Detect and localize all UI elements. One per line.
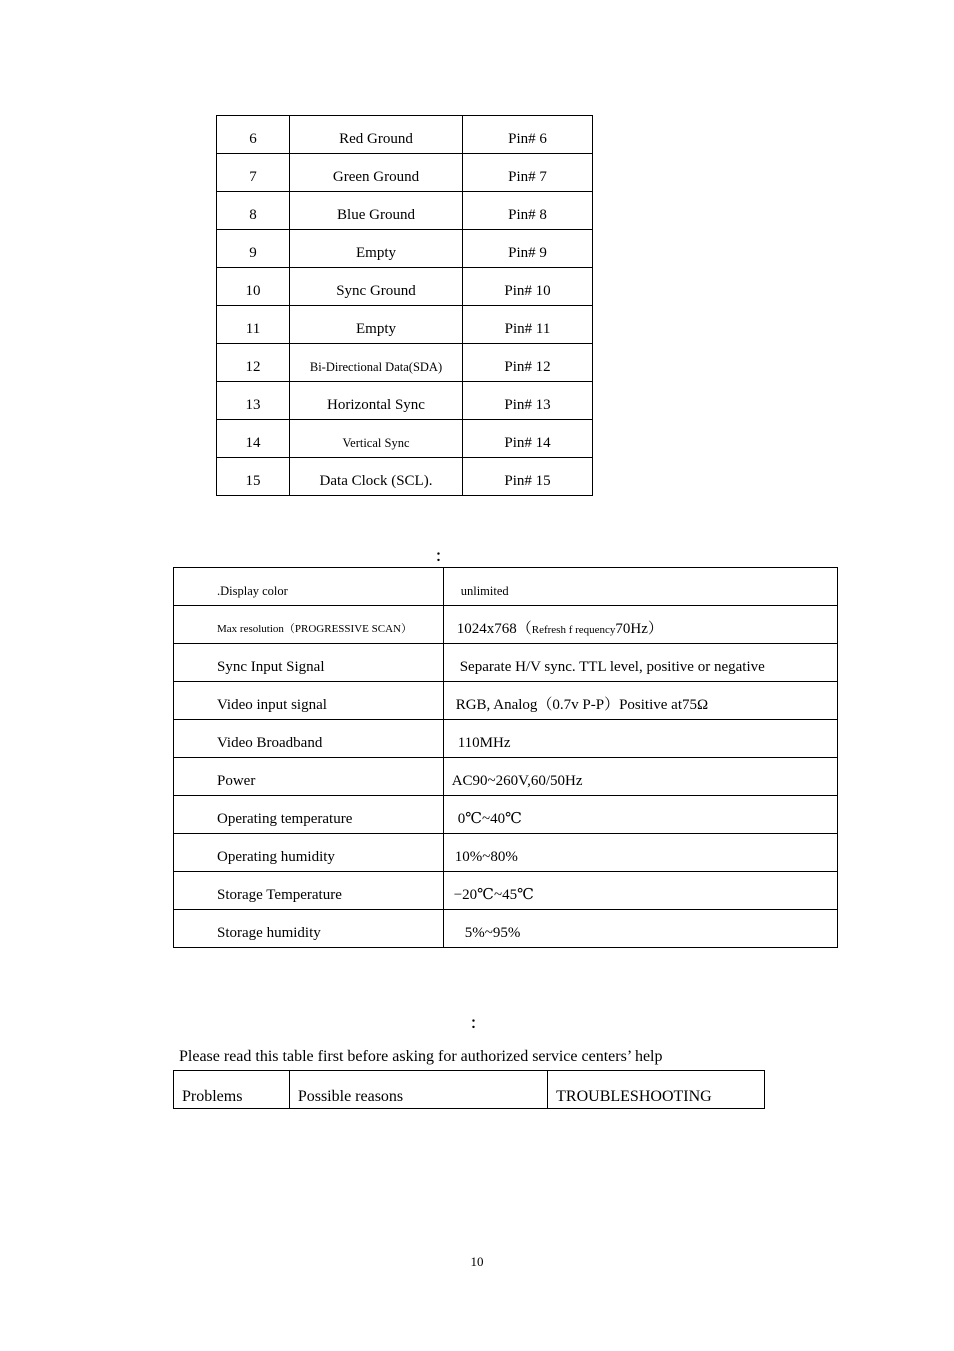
signal-name-cell: Vertical Sync xyxy=(290,420,463,458)
spec-label-cell: Storage Temperature xyxy=(174,872,444,910)
table-row xyxy=(174,910,838,948)
refresh-frequency-label: Refresh f requency xyxy=(531,624,616,636)
table-row xyxy=(217,116,593,154)
spec-value-cell: −20℃~45℃ xyxy=(443,872,837,910)
table-row xyxy=(174,644,838,682)
signal-name-cell: Sync Ground xyxy=(290,268,463,306)
pin-assignment-table xyxy=(216,115,593,496)
spec-label-cell: Video input signal xyxy=(174,682,444,720)
table-row xyxy=(217,268,593,306)
pin-label-cell: Pin# 7 xyxy=(463,154,593,192)
pin-number-cell: 7 xyxy=(217,154,290,192)
troubleshooting-header: TROUBLESHOOTING xyxy=(548,1071,765,1109)
signal-name-cell: Horizontal Sync xyxy=(290,382,463,420)
pin-number-cell: 15 xyxy=(217,458,290,496)
pin-label-cell: Pin# 10 xyxy=(463,268,593,306)
signal-name-cell: Empty xyxy=(290,230,463,268)
spec-value-cell: AC90~260V,60/50Hz xyxy=(443,758,837,796)
table-row xyxy=(217,230,593,268)
troubleshooting-intro: Please read this table first before asking for authorized service centers’ help xyxy=(179,1048,663,1065)
pin-label-cell: Pin# 8 xyxy=(463,192,593,230)
table-row xyxy=(217,382,593,420)
resolution-value: 1024x768（ xyxy=(456,621,532,637)
table-row xyxy=(174,606,838,644)
pin-number-cell: 9 xyxy=(217,230,290,268)
table-row xyxy=(174,720,838,758)
signal-name-cell: Bi-Directional Data(SDA) xyxy=(290,344,463,382)
pin-label-cell: Pin# 6 xyxy=(463,116,593,154)
table-row xyxy=(217,458,593,496)
spec-value-cell: 10%~80% xyxy=(443,834,837,872)
pin-number-cell: 12 xyxy=(217,344,290,382)
spec-label-cell: Storage humidity xyxy=(174,910,444,948)
pin-label-cell: Pin# 13 xyxy=(463,382,593,420)
table-row xyxy=(174,872,838,910)
pin-label-cell: Pin# 11 xyxy=(463,306,593,344)
table-row xyxy=(174,682,838,720)
signal-name-cell: Blue Ground xyxy=(290,192,463,230)
table-row xyxy=(174,796,838,834)
pin-number-cell: 14 xyxy=(217,420,290,458)
troubleshooting-heading-colon: ： xyxy=(470,1016,486,1032)
spec-value-cell: Separate H/V sync. TTL level, positive or negative xyxy=(443,644,837,682)
problems-header: Problems xyxy=(174,1071,290,1109)
signal-name-cell: Red Ground xyxy=(290,116,463,154)
spec-value-cell: 5%~95% xyxy=(443,910,837,948)
pin-number-cell: 13 xyxy=(217,382,290,420)
pin-number-cell: 8 xyxy=(217,192,290,230)
table-row xyxy=(217,420,593,458)
spec-label-cell: Max resolution（PROGRESSIVE SCAN） xyxy=(174,606,444,644)
pin-label-cell: Pin# 15 xyxy=(463,458,593,496)
signal-name-cell: Green Ground xyxy=(290,154,463,192)
page-number: 10 xyxy=(470,1254,484,1269)
pin-number-cell: 10 xyxy=(217,268,290,306)
table-row xyxy=(174,834,838,872)
table-row xyxy=(217,154,593,192)
pin-label-cell: Pin# 9 xyxy=(463,230,593,268)
table-row xyxy=(217,306,593,344)
specification-table xyxy=(173,567,838,948)
table-header-row xyxy=(174,1071,765,1109)
spec-label-cell: Operating humidity xyxy=(174,834,444,872)
possible-reasons-header: Possible reasons xyxy=(289,1071,547,1109)
spec-label-cell: .Display color xyxy=(174,568,444,606)
pin-label-cell: Pin# 12 xyxy=(463,344,593,382)
table-row xyxy=(217,192,593,230)
table-row xyxy=(174,568,838,606)
spec-value-cell: 0℃~40℃ xyxy=(443,796,837,834)
spec-label-cell: Sync Input Signal xyxy=(174,644,444,682)
spec-label-cell: Power xyxy=(174,758,444,796)
spec-value-cell xyxy=(443,606,837,644)
spec-value-cell: RGB, Analog（0.7v P-P）Positive at75Ω xyxy=(443,682,837,720)
troubleshooting-table xyxy=(173,1070,765,1109)
pin-number-cell: 6 xyxy=(217,116,290,154)
spec-value-cell: 110MHz xyxy=(443,720,837,758)
table-row xyxy=(174,758,838,796)
pin-number-cell: 11 xyxy=(217,306,290,344)
spec-value-cell: unlimited xyxy=(443,568,837,606)
spec-label-cell: Operating temperature xyxy=(174,796,444,834)
spec-label-cell: Video Broadband xyxy=(174,720,444,758)
pin-label-cell: Pin# 14 xyxy=(463,420,593,458)
refresh-frequency-value: 70Hz） xyxy=(615,621,663,637)
spec-heading-colon: ： xyxy=(435,549,451,565)
signal-name-cell: Data Clock (SCL). xyxy=(290,458,463,496)
signal-name-cell: Empty xyxy=(290,306,463,344)
table-row xyxy=(217,344,593,382)
